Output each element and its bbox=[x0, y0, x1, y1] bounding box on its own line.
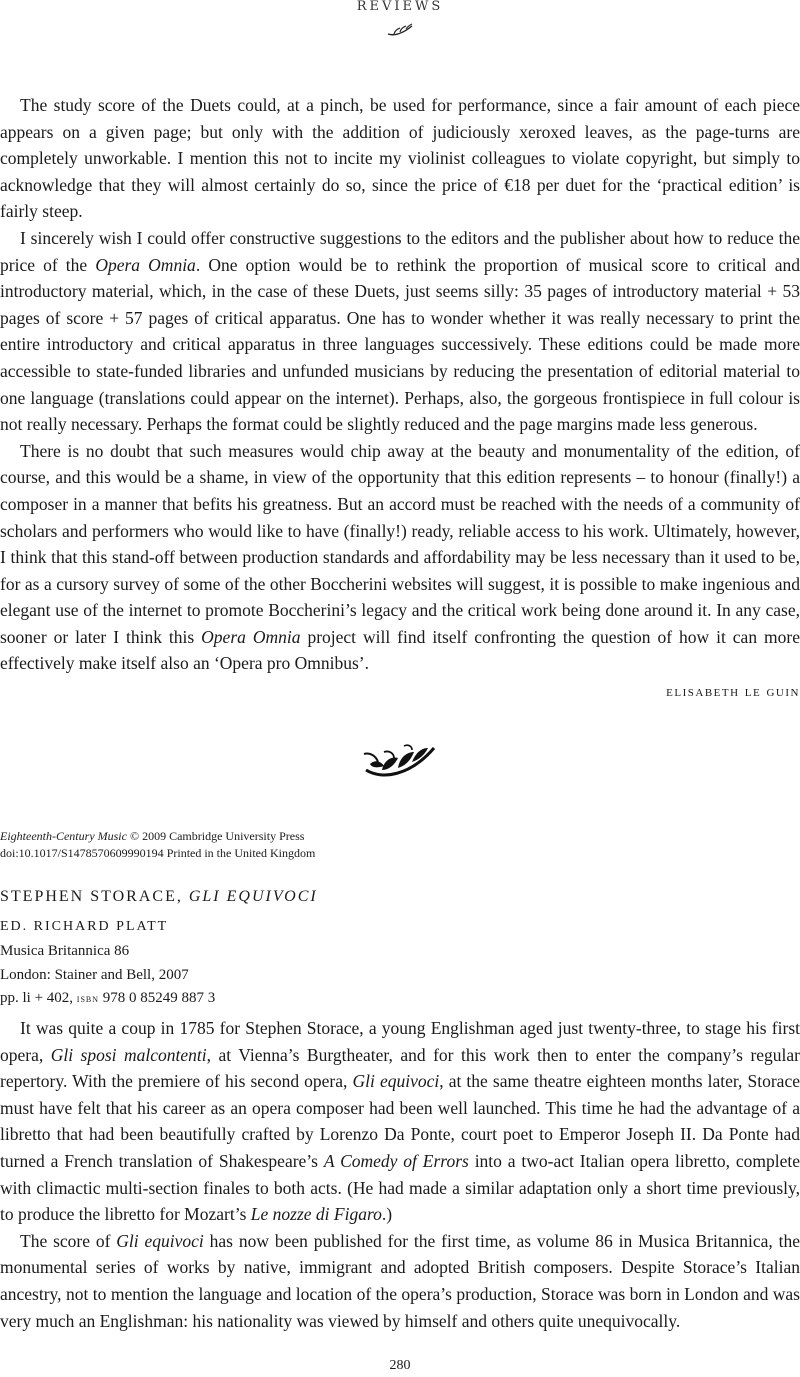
fleuron-ornament-icon bbox=[360, 740, 440, 785]
italic-title: Gli equivoci bbox=[116, 1230, 204, 1251]
text-run: project will find itself confronting the question of how it can more effectively make itself also an ‘Opera pro Omnibus’. bbox=[0, 626, 800, 674]
italic-title: Opera Omnia bbox=[95, 254, 196, 275]
paragraph bbox=[0, 1228, 800, 1334]
copyright-text: © 2009 Cambridge University Press bbox=[126, 829, 305, 843]
doi-text: doi:10.1017/S1478570609990194 bbox=[0, 846, 164, 860]
journal-name: Eighteenth-Century Music bbox=[0, 829, 127, 843]
text-run: .) bbox=[381, 1204, 393, 1225]
text-run: , at Vienna’s Burgtheater, and for this work then to enter the company’s regular repertory. With the premiere of his second opera, bbox=[0, 1044, 800, 1092]
publication-details bbox=[0, 940, 215, 1011]
isbn-line: pp. li + 402, isbn 978 0 85249 887 3 bbox=[0, 990, 216, 1006]
text-run: The study score of the Duets could, at a pinch, be used for performance, since a fair amount of each piece appears on a given page; but only with the addition of judiciously xeroxed leaves, as the page-turns are completely unworkable. I mention this not to incite my violinist colleagues to violate copyright, but simply to acknowledge that they will almost certainly do so, since the price of €18 per duet for the ‘practical edition’ is fairly steep. bbox=[0, 95, 800, 222]
running-head: REVIEWS bbox=[356, 0, 444, 14]
text-run: The score of bbox=[20, 1230, 117, 1251]
fleuron-ornament-icon bbox=[386, 22, 414, 38]
work-title: GLI EQUIVOCI bbox=[188, 888, 318, 905]
italic-title: Gli equivoci bbox=[352, 1071, 440, 1092]
review-editor: ED. RICHARD PLATT bbox=[0, 919, 169, 934]
reviewer-signature: elisabeth le guin bbox=[666, 684, 800, 701]
review-body-boccherini bbox=[0, 92, 800, 706]
paragraph bbox=[0, 92, 800, 225]
italic-title: Le nozze di Figaro bbox=[250, 1204, 382, 1225]
body-paragraphs bbox=[0, 92, 800, 677]
publisher-line: London: Stainer and Bell, 2007 bbox=[0, 966, 189, 983]
text-run: , at the same theatre eighteen months later, Storace must have felt that his career as an opera composer had been well launched. This time he had the advantage of a libretto that had been beautifully crafted by Lorenzo Da Ponte, court poet to Emperor Joseph II. Da Ponte had turned a French translation of Shakespeare’s bbox=[0, 1071, 800, 1171]
printed-text: Printed in the United Kingdom bbox=[163, 846, 316, 860]
paragraph bbox=[0, 438, 800, 677]
composer-name: STEPHEN STORACE, bbox=[0, 888, 189, 905]
italic-title: Opera Omnia bbox=[201, 626, 301, 647]
series-line: Musica Britannica 86 bbox=[0, 943, 130, 959]
paragraph bbox=[0, 225, 800, 438]
body-paragraphs bbox=[0, 1015, 800, 1334]
text-run: There is no doubt that such measures would chip away at the beauty and monumentality of the edition, of course, and this would be a shame, in view of the opportunity that this edition represents – to honour (finally!) a composer in a manner that befits his greatness. But an accord must be reached with the needs of a community of scholars and performers who would like to have (finally!) ready, reliable access to his work. Ultimately, however, I think that this stand-off between production standards and affordability may be less necessary than it used to be, for as a cursory survey of some of the other Boccherini websites will suggest, it is possible to make ingenious and elegant use of the internet to promote Boccherini’s legacy and the critical work being done around it. In any case, sooner or later I think this bbox=[0, 440, 800, 647]
text-run: I sincerely wish I could offer constructive suggestions to the editors and the publisher about how to reduce the price of the bbox=[0, 227, 800, 275]
review-title bbox=[0, 888, 318, 906]
review-body-storace bbox=[0, 1015, 800, 1334]
text-run: It was quite a coup in 1785 for Stephen Storace, a young Englishman aged just twenty-three, to stage his first opera, bbox=[0, 1018, 800, 1065]
copyright-notice bbox=[0, 828, 800, 862]
page-number: 280 bbox=[389, 1358, 411, 1373]
text-run: into a two-act Italian opera libretto, complete with climactic multi-section finales to both acts. (He had made a similar adaptation only a short time previously, to produce the libretto for Mozart’s bbox=[0, 1150, 800, 1225]
text-run: . One option would be to rethink the proportion of musical score to critical and introductory material, which, in the case of these Duets, just seems silly: 35 pages of introductory material + 53 pages of score + 57 pages of critical apparatus. One has to wonder whether it was really necessary to print the entire introductory and critical apparatus in three languages successively. These editions could be made more accessible to state-funded libraries and unfunded musicians by reducing the presentation of editorial material to one language (translations could appear on the internet). Perhaps, also, the gorgeous frontispiece in full colour is not really necessary. Perhaps the format could be slightly reduced and the page margins made less generous. bbox=[0, 254, 800, 435]
paragraph bbox=[0, 1015, 800, 1228]
italic-title: A Comedy of Errors bbox=[323, 1150, 469, 1171]
italic-title: Gli sposi malcontenti bbox=[50, 1044, 207, 1065]
text-run: has now been published for the first time, as volume 86 in Musica Britannica, the monumental series of works by native, immigrant and adopted British composers. Despite Storace’s Italian ancestry, not to mention the language and location of the opera’s production, Storace was born in London and was very much an Englishman: his nationality was viewed by himself and others quite unequivocally. bbox=[0, 1230, 800, 1331]
